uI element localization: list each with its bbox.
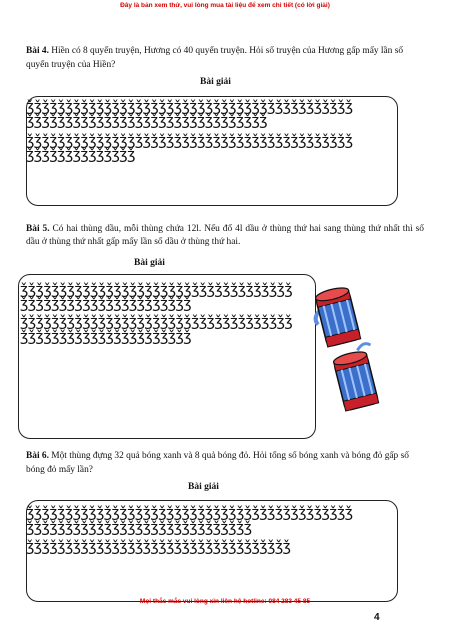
problem-4-text: Hiền có 8 quyển truyện, Hương có 40 quyển truyện. Hỏi số truyện của Hương gấp mấy lần số quyển truyện của Hiền? <box>26 46 404 70</box>
barrel-icon <box>309 285 360 348</box>
problem-5-answer-line: ǯǯǯǯǯǯǯǯǯǯǯǯǯǯǯǯǯǯǯǯǯǯǯǯǯǯǯǯǯǯǯǯǯǯǯ <box>20 282 293 298</box>
problem-4-solution-heading: Bài giải <box>200 77 231 87</box>
page-number: 4 <box>374 612 380 623</box>
preview-notice: Đây là bản xem thử, vui lòng mua tài liệu để xem chi tiết (có lời giải) <box>120 2 330 9</box>
problem-4-answer-line: ǯǯǯǯǯǯǯǯǯǯǯǯǯǯ <box>26 147 135 163</box>
problem-4-answer-line: ǯǯǯǯǯǯǯǯǯǯǯǯǯǯǯǯǯǯǯǯǯǯǯǯǯǯǯǯǯǯǯǯǯǯǯǯǯǯǯǯǯǯ <box>26 133 353 149</box>
barrel-icon <box>331 343 384 411</box>
problem-4-answer-line: ǯǯǯǯǯǯǯǯǯǯǯǯǯǯǯǯǯǯǯǯǯǯǯǯǯǯǯǯǯǯǯ <box>26 113 268 129</box>
problem-5-answer-line: ǯǯǯǯǯǯǯǯǯǯǯǯǯǯǯǯǯǯǯǯǯǯ <box>20 296 192 312</box>
problem-6-number: Bài 6. <box>26 451 49 461</box>
problem-5 <box>26 223 424 248</box>
problem-5-answer-line: ǯǯǯǯǯǯǯǯǯǯǯǯǯǯǯǯǯǯǯǯǯǯ <box>20 329 192 345</box>
problem-4-answer-line: ǯǯǯǯǯǯǯǯǯǯǯǯǯǯǯǯǯǯǯǯǯǯǯǯǯǯǯǯǯǯǯǯǯǯǯǯǯǯǯǯǯǯ <box>26 99 353 115</box>
problem-5-text: Có hai thùng dầu, mỗi thùng chứa 12l. Nếu đổ 4l dầu ở thùng thứ hai sang thùng thứ nhất thì số dầu ở thùng thứ nhất gấp mấy lần số dầu ở thùng thứ hai. <box>26 224 424 247</box>
problem-6-answer-line: ǯǯǯǯǯǯǯǯǯǯǯǯǯǯǯǯǯǯǯǯǯǯǯǯǯǯǯǯǯǯǯǯǯǯ <box>26 539 291 555</box>
problem-5-solution-heading: Bài giải <box>134 258 165 268</box>
problem-4-number: Bài 4. <box>26 46 49 56</box>
problem-6-answer-line: ǯǯǯǯǯǯǯǯǯǯǯǯǯǯǯǯǯǯǯǯǯǯǯǯǯǯǯǯǯǯǯǯǯǯǯǯǯǯǯǯǯǯ <box>26 505 353 521</box>
oil-barrels-illustration <box>304 276 384 426</box>
problem-4 <box>26 44 424 72</box>
problem-6-text: Một thùng đựng 32 quả bóng xanh và 8 quả bóng đỏ. Hỏi tổng số bóng xanh và bóng đỏ gấp số bóng đỏ mấy lần? <box>26 451 409 475</box>
problem-5-number: Bài 5. <box>26 224 50 234</box>
hotline-notice: Mọi thắc mắc vui lòng xin liên hệ hotline: 084 283 45 85 <box>139 598 311 605</box>
problem-6 <box>26 449 424 477</box>
problem-5-answer-line: ǯǯǯǯǯǯǯǯǯǯǯǯǯǯǯǯǯǯǯǯǯǯǯǯǯǯǯǯǯǯǯǯǯǯǯ <box>20 314 293 330</box>
problem-6-solution-heading: Bài giải <box>188 482 219 492</box>
problem-6-answer-line: ǯǯǯǯǯǯǯǯǯǯǯǯǯǯǯǯǯǯǯǯǯǯǯǯǯǯǯǯǯ <box>26 520 252 536</box>
